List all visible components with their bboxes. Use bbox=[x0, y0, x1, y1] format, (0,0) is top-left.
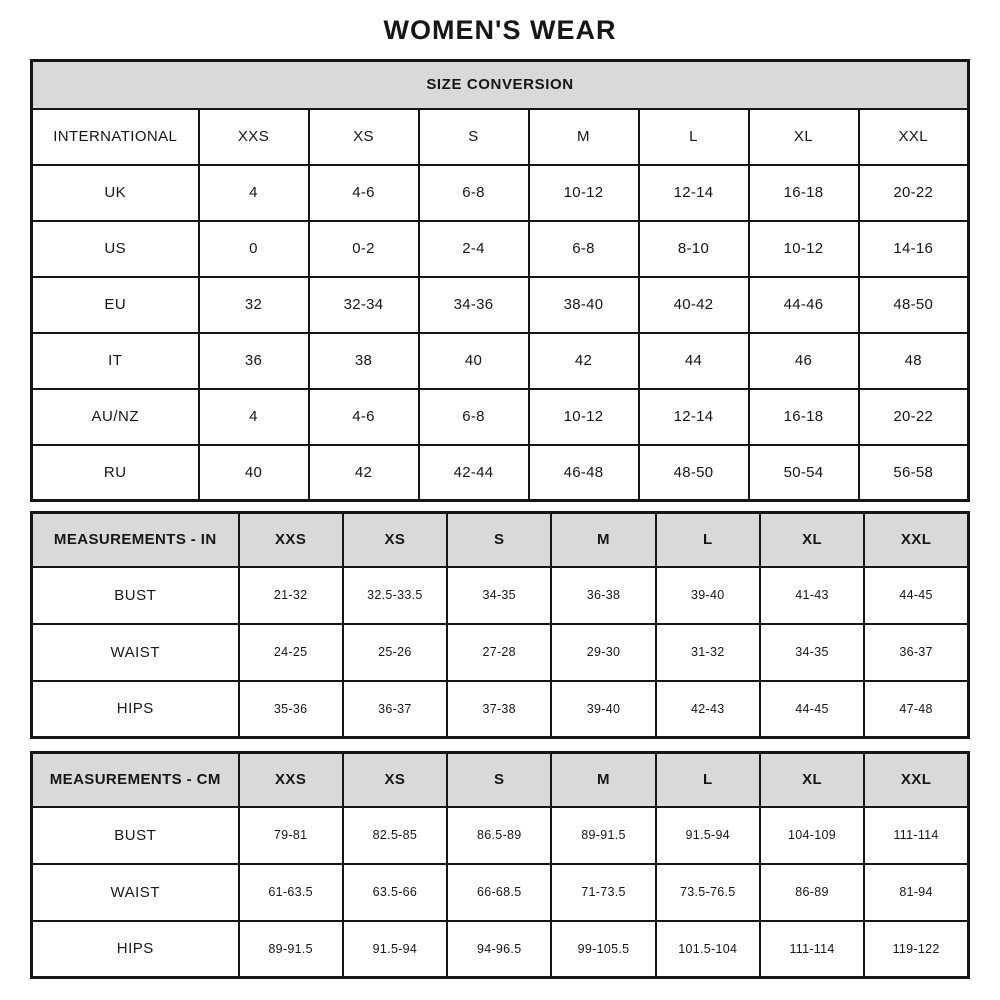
value-cell: 86.5-89 bbox=[447, 807, 551, 864]
row-label: WAIST bbox=[32, 624, 239, 681]
page-title: WOMEN'S WEAR bbox=[383, 15, 617, 45]
value-cell: 47-48 bbox=[864, 681, 968, 738]
size-column-header: XS bbox=[343, 513, 447, 567]
value-cell: 44 bbox=[639, 333, 749, 389]
value-cell: 0-2 bbox=[309, 221, 419, 277]
value-cell: 0 bbox=[199, 221, 309, 277]
value-cell: 10-12 bbox=[529, 389, 639, 445]
row-label: UK bbox=[32, 165, 199, 221]
table-row bbox=[32, 333, 969, 389]
table-row bbox=[32, 567, 969, 624]
size-column-header: XL bbox=[760, 513, 864, 567]
value-cell: 36-37 bbox=[343, 681, 447, 738]
size-column-header: XS bbox=[343, 753, 447, 807]
size-column-header: L bbox=[656, 753, 760, 807]
value-cell: 46-48 bbox=[529, 445, 639, 501]
corner-header: INTERNATIONAL bbox=[32, 109, 199, 165]
value-cell: 91.5-94 bbox=[656, 807, 760, 864]
table-row bbox=[32, 221, 969, 277]
column-header-row bbox=[32, 109, 969, 165]
value-cell: 46 bbox=[749, 333, 859, 389]
value-cell: 89-91.5 bbox=[551, 807, 655, 864]
size-column-header: L bbox=[639, 109, 749, 165]
value-cell: 4-6 bbox=[309, 165, 419, 221]
value-cell: 41-43 bbox=[760, 567, 864, 624]
size-column-header: XXS bbox=[239, 753, 343, 807]
value-cell: 40-42 bbox=[639, 277, 749, 333]
value-cell: 81-94 bbox=[864, 864, 968, 921]
value-cell: 42 bbox=[309, 445, 419, 501]
value-cell: 35-36 bbox=[239, 681, 343, 738]
row-label: BUST bbox=[32, 807, 239, 864]
table-row bbox=[32, 807, 969, 864]
value-cell: 42-44 bbox=[419, 445, 529, 501]
value-cell: 21-32 bbox=[239, 567, 343, 624]
value-cell: 40 bbox=[199, 445, 309, 501]
value-cell: 94-96.5 bbox=[447, 921, 551, 978]
value-cell: 31-32 bbox=[656, 624, 760, 681]
size-conversion-table bbox=[30, 59, 970, 502]
value-cell: 36-37 bbox=[864, 624, 968, 681]
value-cell: 12-14 bbox=[639, 165, 749, 221]
size-column-header: M bbox=[551, 753, 655, 807]
row-label: EU bbox=[32, 277, 199, 333]
value-cell: 71-73.5 bbox=[551, 864, 655, 921]
value-cell: 42 bbox=[529, 333, 639, 389]
value-cell: 38 bbox=[309, 333, 419, 389]
value-cell: 37-38 bbox=[447, 681, 551, 738]
measurements-in-table bbox=[30, 511, 970, 739]
value-cell: 89-91.5 bbox=[239, 921, 343, 978]
table-row bbox=[32, 445, 969, 501]
value-cell: 111-114 bbox=[864, 807, 968, 864]
table-caption: MEASUREMENTS - CM bbox=[32, 753, 239, 807]
column-header-row bbox=[32, 513, 969, 567]
value-cell: 34-36 bbox=[419, 277, 529, 333]
value-cell: 56-58 bbox=[859, 445, 969, 501]
table-row bbox=[32, 165, 969, 221]
value-cell: 32 bbox=[199, 277, 309, 333]
table-row bbox=[32, 681, 969, 738]
measurements-cm-body bbox=[32, 807, 969, 978]
value-cell: 8-10 bbox=[639, 221, 749, 277]
value-cell: 86-89 bbox=[760, 864, 864, 921]
value-cell: 10-12 bbox=[749, 221, 859, 277]
row-label: US bbox=[32, 221, 199, 277]
value-cell: 20-22 bbox=[859, 165, 969, 221]
row-label: IT bbox=[32, 333, 199, 389]
value-cell: 4 bbox=[199, 165, 309, 221]
table-row bbox=[32, 389, 969, 445]
value-cell: 29-30 bbox=[551, 624, 655, 681]
value-cell: 42-43 bbox=[656, 681, 760, 738]
row-label: BUST bbox=[32, 567, 239, 624]
measurements-cm-table bbox=[30, 751, 970, 979]
size-column-header: L bbox=[656, 513, 760, 567]
value-cell: 2-4 bbox=[419, 221, 529, 277]
value-cell: 39-40 bbox=[551, 681, 655, 738]
size-column-header: S bbox=[419, 109, 529, 165]
value-cell: 40 bbox=[419, 333, 529, 389]
row-label: RU bbox=[32, 445, 199, 501]
size-column-header: S bbox=[447, 513, 551, 567]
value-cell: 36-38 bbox=[551, 567, 655, 624]
value-cell: 38-40 bbox=[529, 277, 639, 333]
value-cell: 32.5-33.5 bbox=[343, 567, 447, 624]
value-cell: 39-40 bbox=[656, 567, 760, 624]
value-cell: 34-35 bbox=[760, 624, 864, 681]
row-label: AU/NZ bbox=[32, 389, 199, 445]
column-header-row bbox=[32, 753, 969, 807]
table-row bbox=[32, 624, 969, 681]
value-cell: 6-8 bbox=[529, 221, 639, 277]
value-cell: 44-45 bbox=[760, 681, 864, 738]
value-cell: 44-45 bbox=[864, 567, 968, 624]
value-cell: 27-28 bbox=[447, 624, 551, 681]
size-column-header: XXS bbox=[199, 109, 309, 165]
value-cell: 25-26 bbox=[343, 624, 447, 681]
value-cell: 24-25 bbox=[239, 624, 343, 681]
size-column-header: XXL bbox=[864, 753, 968, 807]
table-caption: MEASUREMENTS - IN bbox=[32, 513, 239, 567]
value-cell: 44-46 bbox=[749, 277, 859, 333]
value-cell: 48-50 bbox=[859, 277, 969, 333]
table-caption: SIZE CONVERSION bbox=[32, 61, 969, 109]
size-column-header: XL bbox=[760, 753, 864, 807]
value-cell: 12-14 bbox=[639, 389, 749, 445]
value-cell: 34-35 bbox=[447, 567, 551, 624]
value-cell: 6-8 bbox=[419, 165, 529, 221]
size-column-header: M bbox=[551, 513, 655, 567]
value-cell: 4-6 bbox=[309, 389, 419, 445]
value-cell: 48-50 bbox=[639, 445, 749, 501]
row-label: HIPS bbox=[32, 921, 239, 978]
value-cell: 36 bbox=[199, 333, 309, 389]
table-row bbox=[32, 864, 969, 921]
value-cell: 82.5-85 bbox=[343, 807, 447, 864]
value-cell: 111-114 bbox=[760, 921, 864, 978]
value-cell: 104-109 bbox=[760, 807, 864, 864]
value-cell: 91.5-94 bbox=[343, 921, 447, 978]
size-column-header: XXL bbox=[864, 513, 968, 567]
size-column-header: XS bbox=[309, 109, 419, 165]
value-cell: 48 bbox=[859, 333, 969, 389]
value-cell: 66-68.5 bbox=[447, 864, 551, 921]
value-cell: 16-18 bbox=[749, 165, 859, 221]
size-column-header: XXS bbox=[239, 513, 343, 567]
value-cell: 16-18 bbox=[749, 389, 859, 445]
size-column-header: XXL bbox=[859, 109, 969, 165]
size-column-header: XL bbox=[749, 109, 859, 165]
value-cell: 73.5-76.5 bbox=[656, 864, 760, 921]
value-cell: 61-63.5 bbox=[239, 864, 343, 921]
value-cell: 119-122 bbox=[864, 921, 968, 978]
size-column-header: M bbox=[529, 109, 639, 165]
value-cell: 99-105.5 bbox=[551, 921, 655, 978]
table-row bbox=[32, 921, 969, 978]
value-cell: 50-54 bbox=[749, 445, 859, 501]
size-conversion-body bbox=[32, 165, 969, 501]
value-cell: 20-22 bbox=[859, 389, 969, 445]
table-caption-row bbox=[32, 61, 969, 109]
table-row bbox=[32, 277, 969, 333]
value-cell: 10-12 bbox=[529, 165, 639, 221]
value-cell: 14-16 bbox=[859, 221, 969, 277]
value-cell: 4 bbox=[199, 389, 309, 445]
value-cell: 101.5-104 bbox=[656, 921, 760, 978]
value-cell: 63.5-66 bbox=[343, 864, 447, 921]
size-column-header: S bbox=[447, 753, 551, 807]
value-cell: 6-8 bbox=[419, 389, 529, 445]
row-label: HIPS bbox=[32, 681, 239, 738]
measurements-in-body bbox=[32, 567, 969, 738]
value-cell: 79-81 bbox=[239, 807, 343, 864]
value-cell: 32-34 bbox=[309, 277, 419, 333]
row-label: WAIST bbox=[32, 864, 239, 921]
